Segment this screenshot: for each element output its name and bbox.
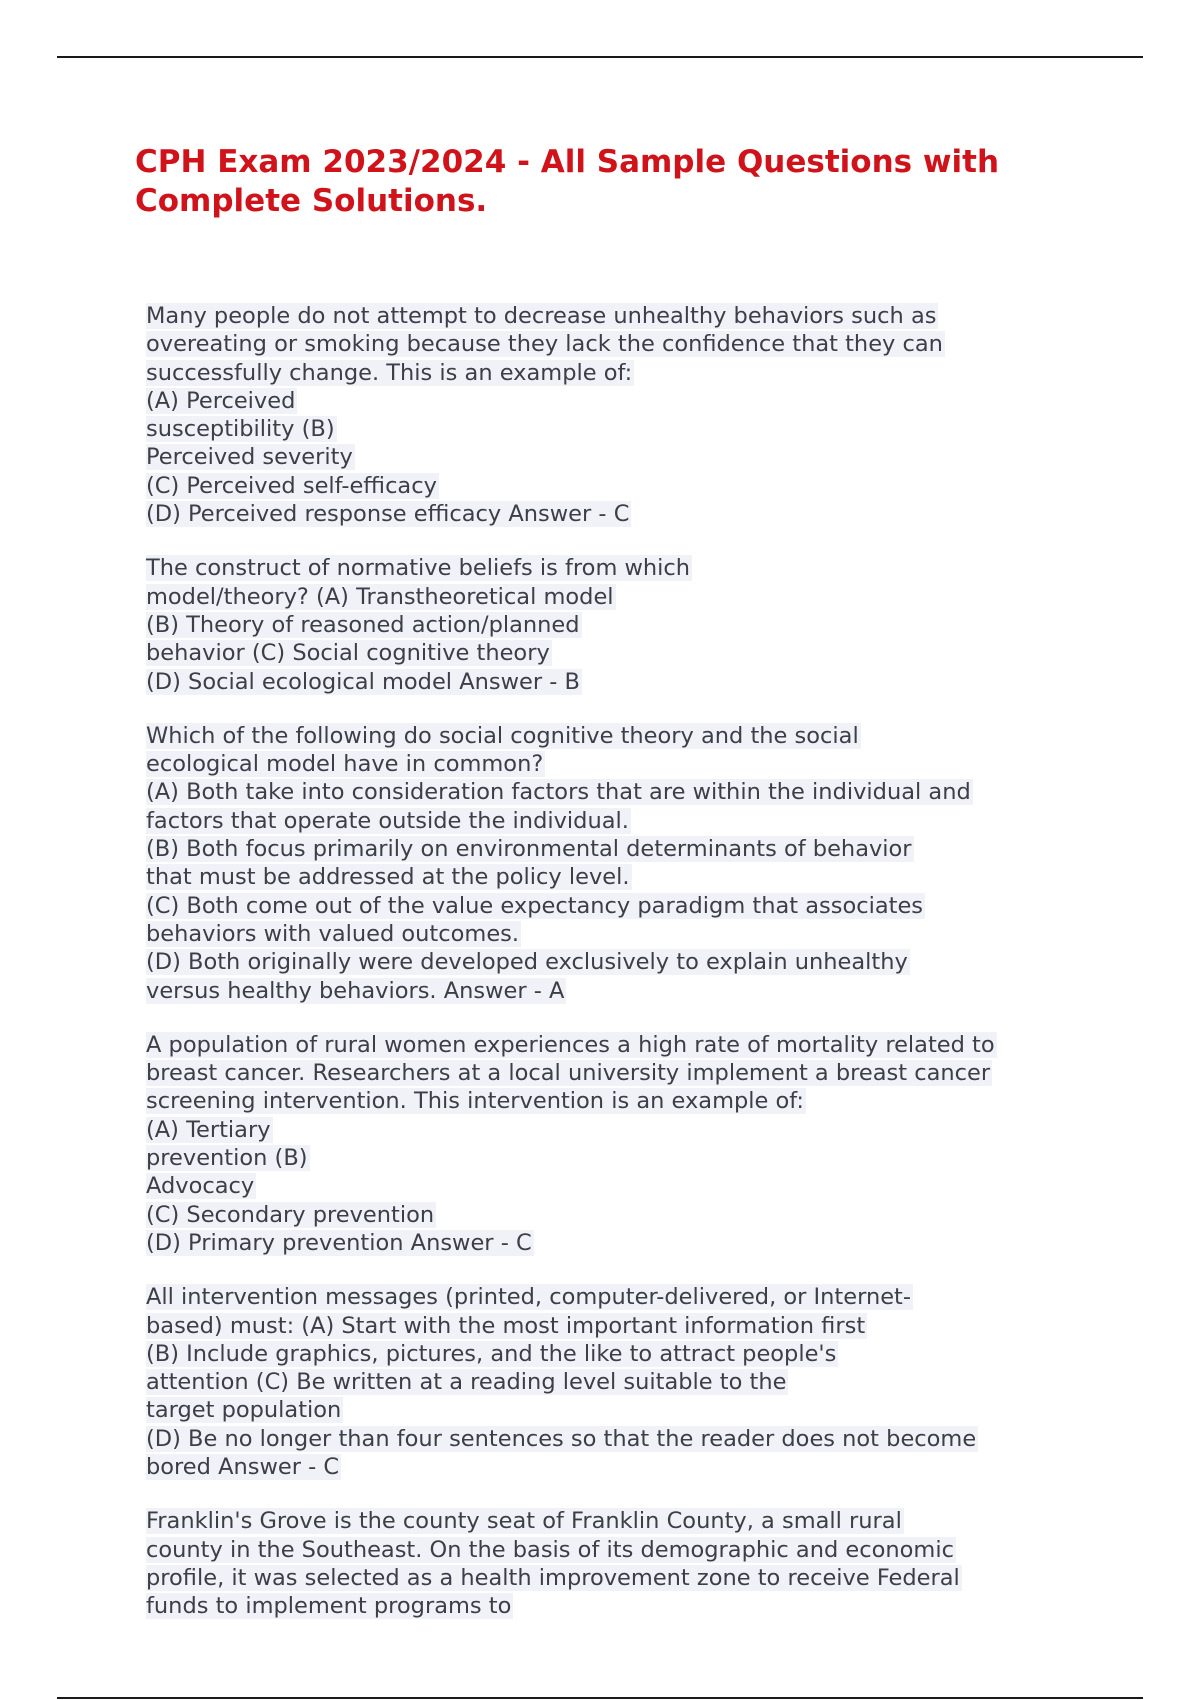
question-line [146,443,1096,471]
question-line [146,415,1096,443]
question-line [146,1396,1096,1424]
question-line [146,387,1096,415]
question-text: (D) Perceived response efficacy Answer - C [146,501,630,528]
question-text: model/theory? (A) Transtheoretical model [146,583,614,610]
question-text: (D) Be no longer than four sentences so that the reader does not become [146,1425,977,1452]
question-text: All intervention messages (printed, computer-delivered, or Internet- [146,1284,911,1311]
question-line [146,1425,1096,1453]
question-line [146,977,1096,1005]
question-text: prevention (B) [146,1145,308,1172]
question-line [146,1453,1096,1481]
question-line [146,302,1096,330]
question-line [146,835,1096,863]
title-line: CPH Exam 2023/2024 - All Sample Questions with [135,144,1000,180]
question-text: Franklin's Grove is the county seat of Franklin County, a small rural [146,1508,902,1535]
question-text: attention (C) Be written at a reading level suitable to the [146,1369,787,1396]
question-line [146,1059,1096,1087]
question-text: screening intervention. This intervention is an example of: [146,1088,805,1115]
question-text: bored Answer - C [146,1453,340,1480]
question-text: factors that operate outside the individual. [146,807,629,834]
question-text: (C) Both come out of the value expectancy paradigm that associates [146,892,924,919]
question-line [146,472,1096,500]
question-line [146,500,1096,528]
question-text: behavior (C) Social cognitive theory [146,640,550,667]
question-line [146,1201,1096,1229]
question-line [146,359,1096,387]
question-block [146,722,1096,1005]
question-text: funds to implement programs to [146,1593,512,1620]
question-line [146,330,1096,358]
question-text: ecological model have in common? [146,751,544,778]
question-text: (A) Tertiary [146,1116,271,1143]
question-text: (C) Perceived self-efficacy [146,472,437,499]
question-text: (D) Primary prevention Answer - C [146,1229,532,1256]
question-text: Advocacy [146,1173,255,1200]
question-block [146,554,1096,695]
question-text: that must be addressed at the policy level. [146,864,630,891]
question-text: A population of rural women experiences a high rate of mortality related to [146,1031,995,1058]
title-line: Complete Solutions. [135,183,488,219]
question-text: Perceived severity [146,444,353,471]
question-line [146,1144,1096,1172]
question-block [146,302,1096,528]
question-line [146,863,1096,891]
question-line [146,750,1096,778]
top-rule [57,56,1143,58]
question-text: (D) Both originally were developed exclusively to explain unhealthy [146,949,908,976]
question-line [146,554,1096,582]
question-line [146,639,1096,667]
question-line [146,1116,1096,1144]
question-line [146,807,1096,835]
question-text: susceptibility (B) [146,416,335,443]
question-line [146,920,1096,948]
question-line [146,892,1096,920]
question-text: county in the Southeast. On the basis of its demographic and economic [146,1536,954,1563]
question-text: (A) Perceived [146,387,296,414]
document-title [135,143,1095,221]
question-text: target population [146,1397,342,1424]
question-block [146,1507,1096,1620]
bottom-rule [57,1697,1143,1699]
question-line [146,722,1096,750]
question-text: versus healthy behaviors. Answer - A [146,977,565,1004]
question-text: (C) Secondary prevention [146,1201,435,1228]
question-line [146,1536,1096,1564]
question-line [146,778,1096,806]
question-text: behaviors with valued outcomes. [146,920,520,947]
question-line [146,1340,1096,1368]
question-text: based) must: (A) Start with the most important information first [146,1312,866,1339]
question-text: breast cancer. Researchers at a local university implement a breast cancer [146,1060,991,1087]
question-block [146,1031,1096,1257]
question-text: (B) Include graphics, pictures, and the like to attract people's [146,1340,837,1367]
question-line [146,583,1096,611]
question-line [146,1229,1096,1257]
question-line [146,948,1096,976]
question-line [146,668,1096,696]
question-line [146,1283,1096,1311]
question-text: The construct of normative beliefs is from which [146,555,691,582]
question-text: (B) Both focus primarily on environmental determinants of behavior [146,836,912,863]
question-text: Which of the following do social cognitive theory and the social [146,722,859,749]
question-line [146,1368,1096,1396]
question-line [146,1031,1096,1059]
questions-body [146,302,1096,1646]
question-line [146,1087,1096,1115]
question-line [146,1172,1096,1200]
question-text: (A) Both take into consideration factors that are within the individual and [146,779,971,806]
question-block [146,1283,1096,1481]
question-line [146,1312,1096,1340]
question-text: (B) Theory of reasoned action/planned [146,611,580,638]
question-line [146,611,1096,639]
question-line [146,1592,1096,1620]
question-text: overeating or smoking because they lack the confidence that they can [146,331,943,358]
question-text: profile, it was selected as a health improvement zone to receive Federal [146,1564,960,1591]
question-text: Many people do not attempt to decrease unhealthy behaviors such as [146,303,937,329]
question-line [146,1507,1096,1535]
question-text: successfully change. This is an example of: [146,359,633,386]
question-text: (D) Social ecological model Answer - B [146,668,580,695]
question-line [146,1564,1096,1592]
